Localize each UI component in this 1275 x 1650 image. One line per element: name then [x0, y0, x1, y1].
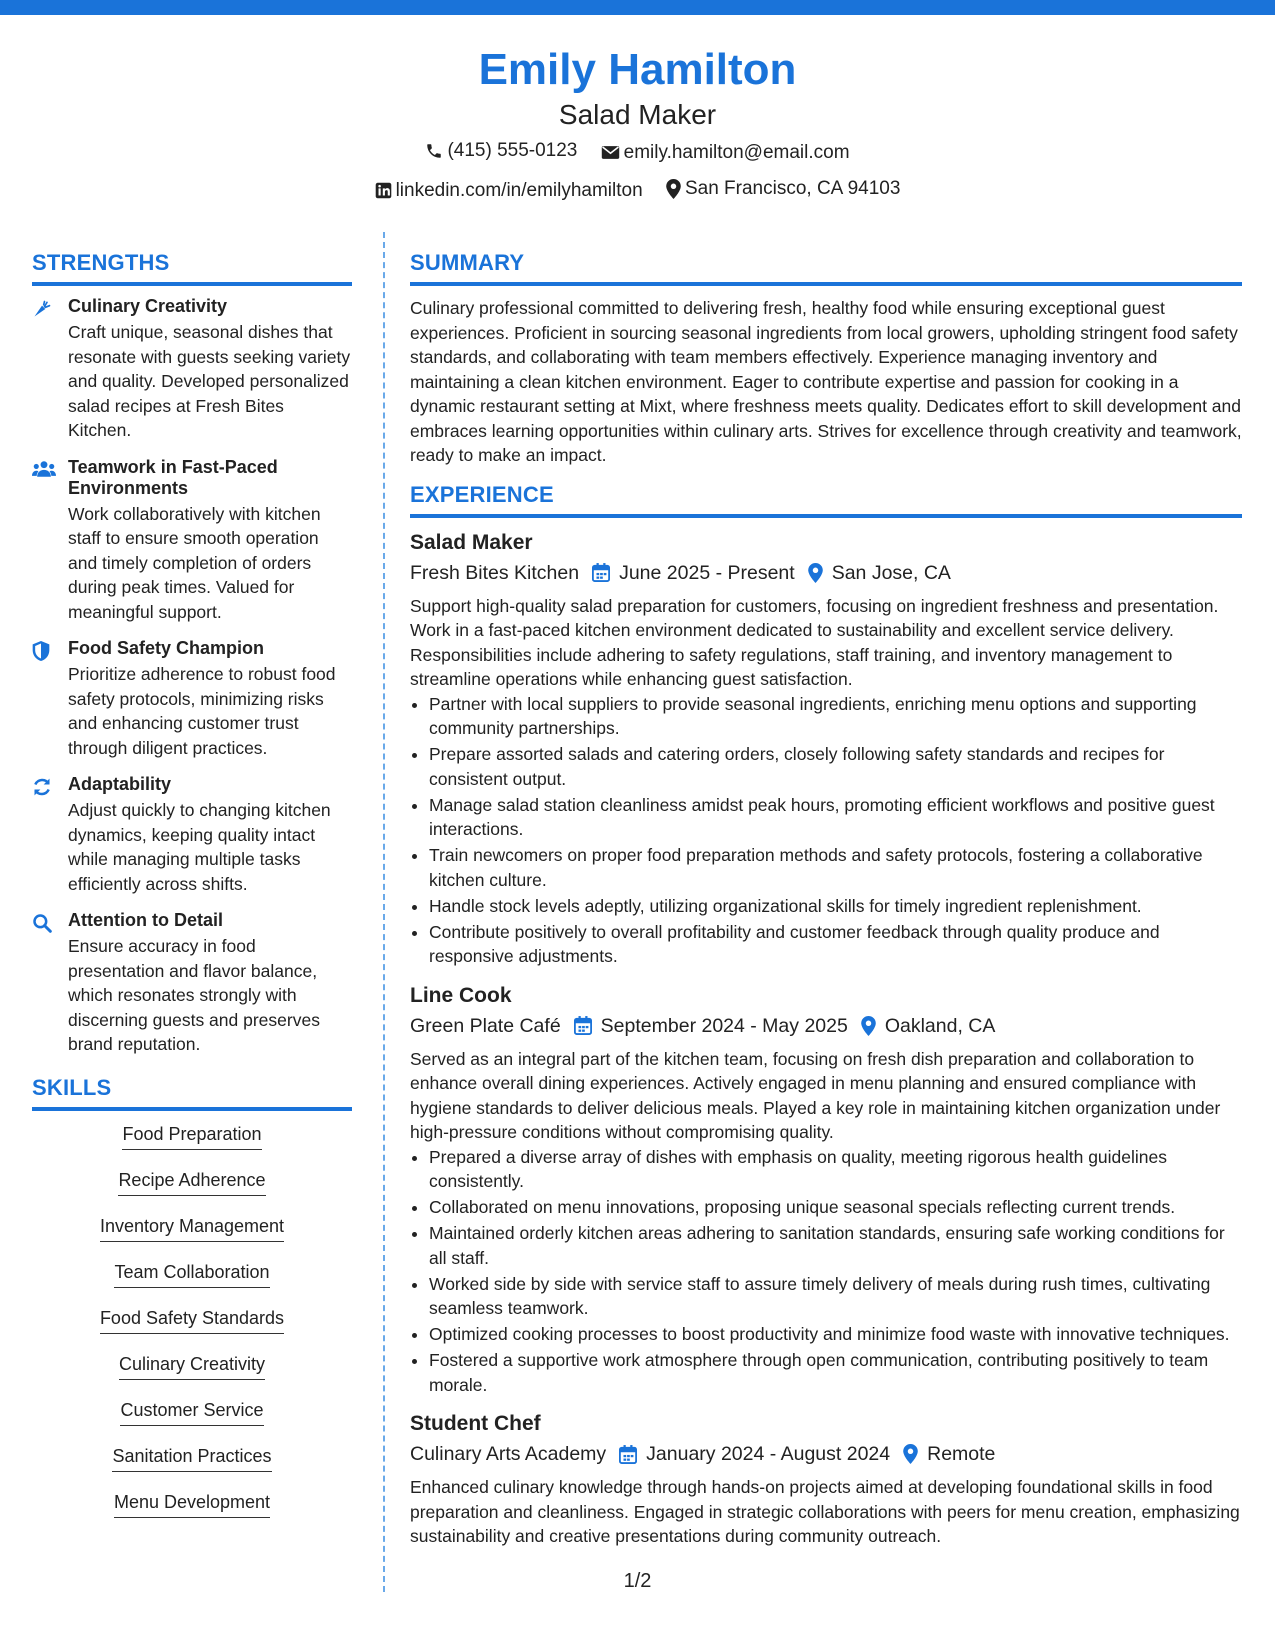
job-title: Salad Maker: [410, 530, 533, 554]
skill-item: Sanitation Practices: [112, 1443, 271, 1472]
job-entry: [410, 1409, 1242, 1549]
resume-header: [0, 42, 1275, 209]
strength-item: [32, 910, 352, 1057]
job-dates: January 2024 - August 2024: [646, 1443, 891, 1465]
strengths-heading: STRENGTHS: [32, 246, 352, 286]
job-bullet: • Collaborated on menu innovations, proposing unique seasonal specials reflecting current trends.: [429, 1195, 1242, 1220]
search-icon: [32, 913, 52, 933]
phone-text: (415) 555-0123: [447, 140, 578, 161]
strength-title: Teamwork in Fast-Paced Environments: [68, 456, 278, 498]
job-location: Oakland, CA: [884, 1014, 996, 1037]
left-column: [32, 246, 352, 1535]
job-company: Culinary Arts Academy: [410, 1443, 607, 1465]
page-indicator: 1/2: [623, 1570, 652, 1592]
summary-heading: SUMMARY: [410, 246, 1242, 286]
refresh-icon: [32, 777, 52, 797]
calendar-icon: [619, 1445, 637, 1464]
candidate-role: Salad Maker: [558, 99, 717, 130]
skills-list: [32, 1121, 352, 1535]
map-pin-icon: [808, 563, 823, 583]
map-pin-icon: [903, 1444, 918, 1464]
right-column: [410, 246, 1242, 1561]
calendar-icon: [592, 563, 610, 582]
job-location: Remote: [927, 1443, 996, 1465]
contact-line-1: [0, 136, 1275, 170]
job-company: Green Plate Café: [410, 1014, 561, 1037]
linkedin-contact[interactable]: [375, 176, 643, 206]
strength-title: Adaptability: [68, 774, 172, 794]
strength-title: Food Safety Champion: [68, 638, 265, 658]
job-description: Enhanced culinary knowledge through hands-on projects aimed at developing foundational skills in food preparation and cleanliness. Engaged in strategic collaborations with peers for menu creation, emphasizing sustainability and creative presentations during community outreach.: [410, 1477, 1240, 1546]
shield-icon: [32, 641, 50, 661]
job-title: Line Cook: [410, 983, 512, 1007]
strength-item: [32, 296, 352, 443]
strength-item: [32, 774, 352, 896]
job-entry: [410, 981, 1242, 1398]
location-text: San Francisco, CA 94103: [684, 178, 901, 199]
job-meta: [410, 1011, 1242, 1041]
job-title: Student Chef: [410, 1412, 541, 1435]
job-bullet: • Manage salad station cleanliness amidst peak hours, promoting efficient workflows and positive guest interactions.: [429, 793, 1242, 842]
job-description: Support high-quality salad preparation for customers, focusing on ingredient freshness and presentation. Work in a fast-paced kitchen environment dedicated to sustainability and excellent service delivery. Responsibilities include adhering to safety regulations, staff training, and inventory management to streamline operations while enhancing guest satisfaction.: [410, 595, 1219, 689]
candidate-name: Emily Hamilton: [478, 45, 797, 94]
job-location: San Jose, CA: [831, 561, 951, 584]
skill-item: Recipe Adherence: [118, 1167, 265, 1196]
skill-item: Food Safety Standards: [100, 1305, 284, 1334]
strength-desc: Craft unique, seasonal dishes that resonate with guests seeking variety and quality. Developed personalized salad recipes at Fresh Bites Kitchen.: [68, 322, 351, 440]
job-bullet: • Contribute positively to overall profitability and customer feedback through quality produce and responsive adjustments.: [429, 920, 1242, 969]
strength-title: Culinary Creativity: [68, 296, 228, 316]
skill-item: Culinary Creativity: [119, 1351, 265, 1380]
strength-item: [32, 457, 352, 625]
job-meta: [410, 1439, 1242, 1469]
job-bullet: • Train newcomers on proper food preparation methods and safety protocols, fostering a collaborative kitchen culture.: [429, 843, 1242, 892]
experience-heading: EXPERIENCE: [410, 478, 1242, 518]
phone-contact: [425, 136, 577, 166]
job-bullet: • Fostered a supportive work atmosphere through open communication, contributing positively to team morale.: [429, 1348, 1242, 1397]
envelope-icon: [601, 145, 620, 160]
map-pin-icon: [666, 179, 681, 199]
strength-desc: Ensure accuracy in food presentation and flavor balance, which resonates strongly with discerning guests and preserves brand reputation.: [68, 936, 320, 1054]
strength-desc: Work collaboratively with kitchen staff to ensure smooth operation and timely completion of orders during peak times. Valued for meaningful support.: [68, 503, 321, 622]
job-bullets: [410, 1145, 1242, 1398]
job-dates: June 2025 - Present: [619, 561, 795, 584]
skill-item: Menu Development: [114, 1489, 270, 1518]
skill-item: Team Collaboration: [114, 1259, 269, 1288]
top-accent-bar: [0, 0, 1275, 15]
email-text[interactable]: emily.hamilton@email.com: [623, 141, 850, 163]
job-bullet: • Prepared a diverse array of dishes with emphasis on quality, meeting rigorous health guidelines consistently.: [429, 1145, 1242, 1194]
job-bullet: • Partner with local suppliers to provide seasonal ingredients, enriching menu options and supporting community partnerships.: [429, 692, 1242, 741]
job-dates: September 2024 - May 2025: [600, 1014, 848, 1037]
job-description: Served as an integral part of the kitchen team, focusing on fresh dish preparation and collaboration to enhance overall dining experiences. Actively engaged in menu planning and ensured compliance with hygiene standards to deliver delicious meals. Played a key role in maintaining kitchen organization under high-pressure conditions without compromising quality.: [410, 1048, 1221, 1142]
job-company: Fresh Bites Kitchen: [410, 561, 580, 584]
job-entry: [410, 528, 1242, 969]
email-contact[interactable]: [601, 138, 850, 168]
calendar-icon: [574, 1016, 592, 1035]
strength-title: Attention to Detail: [68, 910, 223, 930]
phone-icon: [425, 142, 443, 160]
location-contact: [666, 174, 900, 204]
column-divider: [383, 232, 385, 1592]
strength-desc: Prioritize adherence to robust food safety protocols, minimizing risks and enhancing customer trust through diligent practices.: [68, 664, 336, 758]
job-bullets: [410, 692, 1242, 969]
skill-item: Inventory Management: [100, 1213, 284, 1242]
linkedin-text[interactable]: linkedin.com/in/emilyhamilton: [395, 179, 643, 201]
summary-text: Culinary professional committed to delivering fresh, healthy food while ensuring exceptional guest experiences. Proficient in sourcing seasonal ingredients from local growers, upholding stringent food safety standards, and collaborating with team members effectively. Experience managing inventory and maintaining a clean kitchen environment. Eager to contribute expertise and passion for cooking in a dynamic restaurant setting at Mixt, where freshness meets quality. Dedicates effort to skill development and embraces learning opportunities within culinary arts. Strives for excellence through creativity and teamwork, ready to make an impact.: [410, 298, 1242, 465]
job-bullet: • Prepare assorted salads and catering orders, closely following safety standards and recipes for consistent output.: [429, 742, 1242, 791]
users-icon: [32, 460, 56, 478]
job-meta: [410, 558, 1242, 588]
skill-item: Food Preparation: [122, 1121, 261, 1150]
linkedin-icon: [375, 182, 392, 199]
job-bullet: • Optimized cooking processes to boost productivity and minimize food waste with innovative techniques.: [429, 1322, 1242, 1347]
job-bullet: • Handle stock levels adeptly, utilizing organizational skills for timely ingredient replenishment.: [429, 894, 1242, 919]
job-bullet: • Maintained orderly kitchen areas adhering to sanitation standards, ensuring safe working conditions for all staff.: [429, 1221, 1242, 1270]
strength-desc: Adjust quickly to changing kitchen dynamics, keeping quality intact while managing multiple tasks efficiently across shifts.: [68, 800, 331, 894]
strength-item: [32, 638, 352, 760]
skill-item: Customer Service: [120, 1397, 263, 1426]
carrot-icon: [32, 299, 52, 319]
skills-heading: SKILLS: [32, 1071, 352, 1111]
job-bullet: • Worked side by side with service staff to assure timely delivery of meals during rush times, cultivating seamless teamwork.: [429, 1272, 1242, 1321]
map-pin-icon: [861, 1016, 876, 1036]
contact-line-2: [0, 174, 1275, 209]
